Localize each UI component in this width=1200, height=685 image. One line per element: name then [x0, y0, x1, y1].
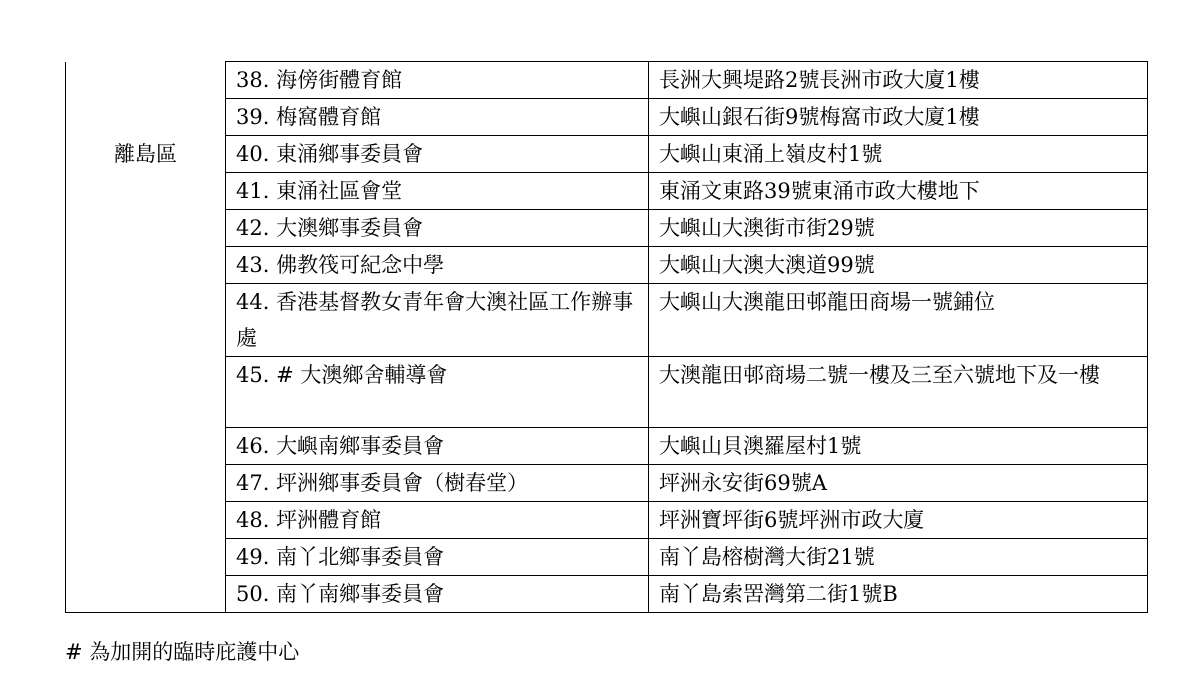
shelter-table	[65, 61, 1148, 613]
address-cell: 東涌文東路39號東涌市政大樓地下	[649, 173, 1148, 210]
district-cell: 離島區	[66, 62, 226, 613]
table-row	[66, 576, 1148, 613]
venue-cell: 39. 梅窩體育館	[226, 99, 649, 136]
table-row	[66, 136, 1148, 173]
venue-cell: 44. 香港基督教女青年會大澳社區工作辦事處	[226, 284, 649, 357]
table-row	[66, 173, 1148, 210]
venue-cell: 41. 東涌社區會堂	[226, 173, 649, 210]
address-cell: 長洲大興堤路2號長洲市政大廈1樓	[649, 62, 1148, 99]
address-cell: 大嶼山貝澳羅屋村1號	[649, 428, 1148, 465]
address-cell: 大嶼山大澳大澳道99號	[649, 247, 1148, 284]
address-cell: 坪洲永安街69號A	[649, 465, 1148, 502]
table-row	[66, 502, 1148, 539]
table-row	[66, 357, 1148, 428]
venue-cell: 50. 南丫南鄉事委員會	[226, 576, 649, 613]
address-cell: 大嶼山銀石街9號梅窩市政大廈1樓	[649, 99, 1148, 136]
address-cell: 南丫島榕樹灣大街21號	[649, 539, 1148, 576]
venue-cell: 38. 海傍街體育館	[226, 62, 649, 99]
venue-cell: 42. 大澳鄉事委員會	[226, 210, 649, 247]
table-row	[66, 465, 1148, 502]
table-row	[66, 284, 1148, 357]
venue-cell: 47. 坪洲鄉事委員會（樹春堂）	[226, 465, 649, 502]
table-row	[66, 62, 1148, 99]
address-cell: 大嶼山大澳街市街29號	[649, 210, 1148, 247]
table-row	[66, 210, 1148, 247]
footnote: # 為加開的臨時庇護中心	[65, 640, 300, 664]
address-cell: 南丫島索罟灣第二街1號B	[649, 576, 1148, 613]
venue-cell: 46. 大嶼南鄉事委員會	[226, 428, 649, 465]
table-row	[66, 539, 1148, 576]
venue-cell: 48. 坪洲體育館	[226, 502, 649, 539]
table-row	[66, 428, 1148, 465]
address-cell: 大嶼山東涌上嶺皮村1號	[649, 136, 1148, 173]
venue-cell: 40. 東涌鄉事委員會	[226, 136, 649, 173]
venue-cell: 45. # 大澳鄉舍輔導會	[226, 357, 649, 428]
address-cell: 坪洲寶坪街6號坪洲市政大廈	[649, 502, 1148, 539]
venue-cell: 43. 佛教筏可紀念中學	[226, 247, 649, 284]
address-cell: 大澳龍田邨商場二號一樓及三至六號地下及一樓	[649, 357, 1148, 428]
address-cell: 大嶼山大澳龍田邨龍田商場一號鋪位	[649, 284, 1148, 357]
table-row	[66, 99, 1148, 136]
venue-cell: 49. 南丫北鄉事委員會	[226, 539, 649, 576]
table-row	[66, 247, 1148, 284]
